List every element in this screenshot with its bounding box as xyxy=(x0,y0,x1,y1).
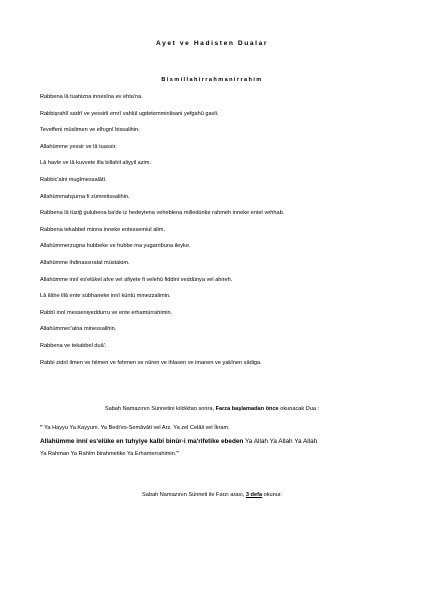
dua-line: Teveffeni müslimen ve elhıgnî bissalihin. xyxy=(40,127,140,134)
dua-line: Rabbena lâ tüziğ gulubena ba'de iz hedeytena veheblena milledünke rahmeh inneke entel vehhab. xyxy=(40,210,285,217)
zikr-line-1 xyxy=(40,425,390,432)
sabah-note-end: okunacak Dua : xyxy=(278,406,320,412)
footer-text: Sabah Namazının Sünneti ile Farzı arası, xyxy=(142,492,246,498)
document-subtitle: Bismillahirrahmanirrahim xyxy=(161,77,263,83)
dua-line: Allahümme innî es'elükel afve vel afiyete fi velehû fiddini veddünya vel ahireh. xyxy=(40,276,233,283)
dua-line: Rabbena tekabbel minna inneke entessemiul alim. xyxy=(40,226,166,233)
zikr-line-1-text: Ya Hayyu Ya Kayyum. Ya Bedi'es-Semâvâti vel Arz. Ya zel Celâli vel İkram. xyxy=(42,425,230,431)
sabah-note-text: Sabah Namazının Sünnetini kıldıktan sonra, xyxy=(104,406,216,412)
zikr-close-quote: " xyxy=(176,450,179,457)
zikr-block xyxy=(40,425,390,463)
dua-line: Allahümmec'alna minessalihin. xyxy=(40,326,117,333)
document-title: Ayet ve Hadisten Dualar xyxy=(155,40,269,47)
dua-line: Rabbic'alni mugîmessalâtî. xyxy=(40,176,107,183)
dua-line: Rabbi zidnî ilmen ve hilmen ve fehmen ve nûren ve ihlasen ve imanen ve yakînen sâdiga. xyxy=(40,359,262,366)
footer-end: okunur. xyxy=(262,492,282,498)
dua-line: Rabbişrahlî sadrî ve yessirli emrî vahlül ugdetemminlisani yefgahû gavli. xyxy=(40,110,219,117)
dua-line: Rabbena lâ tuahizna innesîna ev ehta'na. xyxy=(40,94,143,100)
zikr-open-quote: " xyxy=(40,425,43,431)
dua-line: Allahümmahşurna fi zümretissalihin. xyxy=(40,193,130,200)
dua-line: Rabbî innî messeniyeddurru ve ente erhamürrahimin. xyxy=(40,309,173,316)
zikr-line-3-text: Ya Rahman Ya Rahîm birahmetike Ya Erhamerrahimin. xyxy=(40,450,177,457)
zikr-line-2 xyxy=(40,438,390,446)
sabah-note-emphasis: Farza başlamadan önce xyxy=(215,406,279,412)
dua-line: Lâ havle ve lâ kuvvete illa billahil aliyyil azim. xyxy=(40,160,151,167)
dua-line: Rabbena ve tekabbel duâ'. xyxy=(40,342,107,349)
footer-note xyxy=(0,492,424,498)
dua-line: Allahümmerzugna hubbeke ve hubbe ma yugarribuna ileyke. xyxy=(40,243,191,250)
zikr-line-3 xyxy=(40,451,390,458)
footer-repeat-count: 3 defa xyxy=(245,492,263,498)
dua-line: Allahümme ihdinassıratal müstakim. xyxy=(40,259,130,266)
dua-line: Allahümme yessir ve lâ tuassir. xyxy=(40,143,117,150)
sabah-note xyxy=(0,406,424,412)
dua-list xyxy=(40,94,390,376)
zikr-line-2-rest: Ya Allah Ya Allah Ya Allah xyxy=(243,437,318,445)
dua-line: Lâ ilâhe illâ ente sübhaneke innî küntü minezzalimin. xyxy=(40,293,171,300)
zikr-line-2-bold: Allahümme innî es'elüke en tuhyiye kalbî binûr-i ma'rifetike ebeden xyxy=(40,437,244,445)
